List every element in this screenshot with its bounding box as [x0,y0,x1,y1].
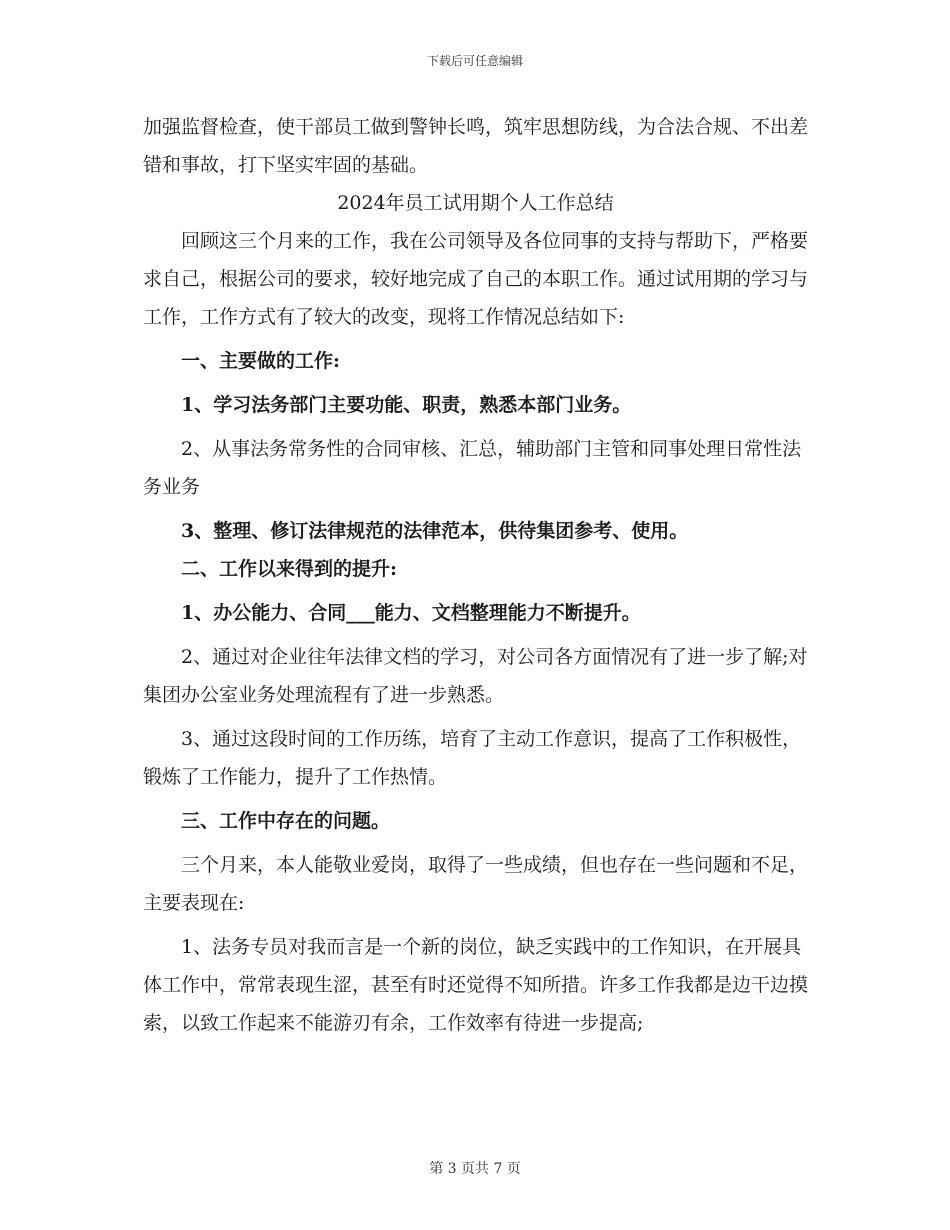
paragraph-intro: 回顾这三个月来的工作，我在公司领导及各位同事的支持与帮助下，严格要求自己，根据公司的要求，较好地完成了自己的本职工作。通过试用期的学习与工作，工作方式有了较大的改变，现将工作情况总结如下: [143,230,809,328]
section-heading-1: 一、主要做的工作: [181,350,341,372]
list-item: 1、学习法务部门主要功能、职责，熟悉本部门业务。 [181,394,632,416]
list-item: 1、办公能力、合同___能力、文档整理能力不断提升。 [181,602,641,624]
page-header: 下载后可任意编辑 [426,54,523,68]
list-item: 3、整理、修订法律规范的法律范本，供待集团参考、使用。 [181,520,689,542]
document-body [143,108,808,1042]
paragraph-continuation: 加强监督检查，使干部员工做到警钟长鸣，筑牢思想防线，为合法合规、不出差错和事故，打下坚实牢固的基础。 [143,116,809,176]
page-footer: 第 3 页共 7 页 [429,1161,521,1177]
paragraph-problem: 三个月来，本人能敬业爱岗，取得了一些成绩，但也存在一些问题和不足，主要表现在: [143,854,809,914]
section-heading-2: 二、工作以来得到的提升: [181,558,398,580]
list-item: 1、法务专员对我而言是一个新的岗位，缺乏实践中的工作知识，在开展具体工作中，常常表现生涩，甚至有时还觉得不知所措。许多工作我都是边干边摸索，以致工作起来不能游刃有余，工作效率有待进一步提高; [143,936,809,1034]
section-heading-3: 三、工作中存在的问题。 [181,810,391,832]
list-item: 2、通过对企业往年法律文档的学习，对公司各方面情况有了进一步了解;对集团办公室业务处理流程有了进一步熟悉。 [143,646,808,706]
document-title: 2024年员工试用期个人工作总结 [337,192,614,214]
list-item: 2、从事法务常务性的合同审核、汇总，辅助部门主管和同事处理日常性法务业务 [143,438,802,498]
list-item: 3、通过这段时间的工作历练，培育了主动工作意识，提高了工作积极性，锻炼了工作能力，提升了工作热情。 [143,728,802,788]
